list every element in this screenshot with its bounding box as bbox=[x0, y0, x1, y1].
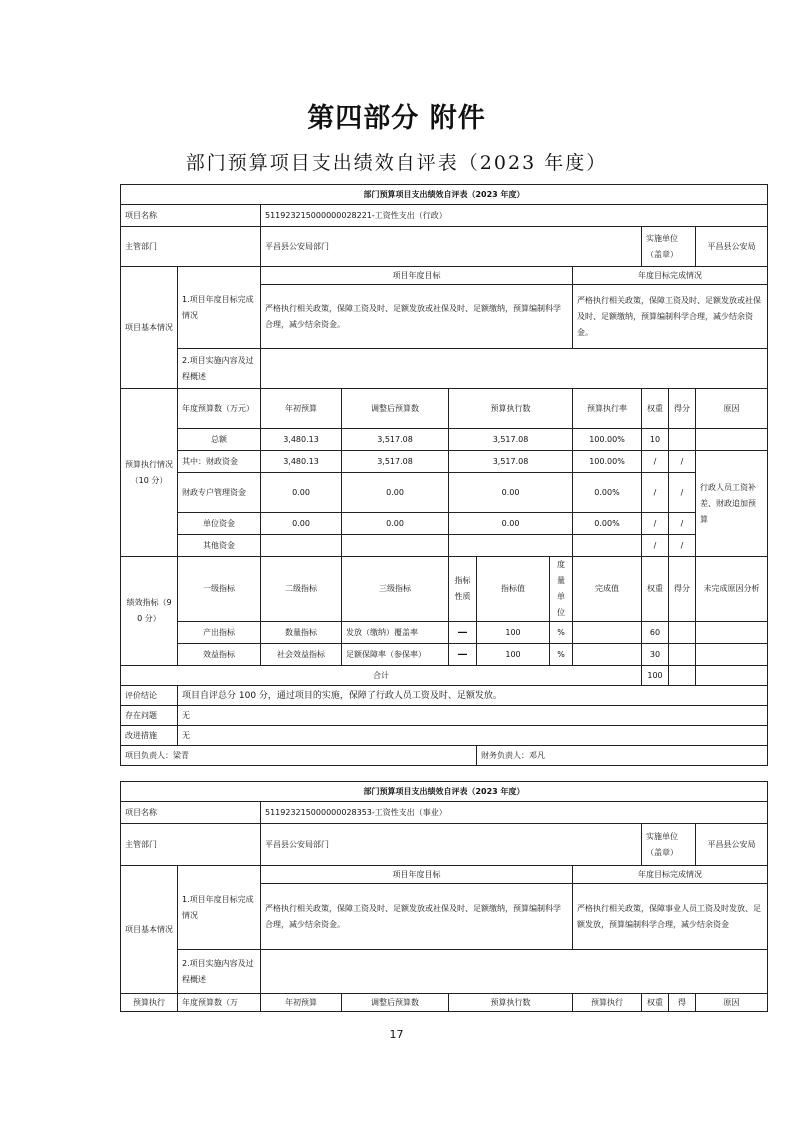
budget-row-initial: 0.00 bbox=[261, 473, 342, 513]
conclusion-label: 评价结论 bbox=[121, 686, 178, 706]
budget-row-total bbox=[121, 429, 768, 451]
budget-row-adjusted: 0.00 bbox=[342, 473, 449, 513]
perf-header-value: 指标值 bbox=[477, 557, 550, 622]
budget-row-weight: / bbox=[642, 473, 669, 513]
budget-row-reason-blank bbox=[696, 429, 768, 451]
budget-header-adjusted: 调整后预算数 bbox=[342, 994, 449, 1012]
perf-header-score: 得分 bbox=[669, 557, 696, 622]
perf-l2: 数量指标 bbox=[261, 622, 342, 644]
table-header: 部门预算项目支出绩效自评表（2023 年度） bbox=[121, 782, 768, 802]
perf-l2: 社会效益指标 bbox=[261, 644, 342, 666]
perf-value: 100 bbox=[477, 644, 550, 666]
finance-leader: 财务负责人：邓凡 bbox=[477, 746, 768, 766]
budget-row-weight: / bbox=[642, 535, 669, 557]
budget-header-rate: 预算执行率 bbox=[573, 389, 642, 429]
item2-label: 2.项目实施内容及过程概述 bbox=[178, 950, 261, 994]
project-name-value: 511923215000000028221-工资性支出（行政） bbox=[261, 205, 768, 227]
annual-goal-header: 项目年度目标 bbox=[261, 267, 573, 285]
budget-row-executed bbox=[449, 535, 573, 557]
basic-info-label: 项目基本情况 bbox=[121, 267, 178, 389]
page-number: 17 bbox=[389, 1028, 404, 1041]
issues-label: 存在问题 bbox=[121, 706, 178, 726]
perf-weight: 60 bbox=[642, 622, 669, 644]
budget-header-weight: 权重 bbox=[642, 389, 669, 429]
annual-goal-header: 项目年度目标 bbox=[261, 866, 573, 884]
perf-header-l3: 三级指标 bbox=[342, 557, 449, 622]
perf-row-benefit bbox=[121, 644, 768, 666]
budget-row-adjusted: 3,517.08 bbox=[342, 429, 449, 451]
budget-row-adjusted: 3,517.08 bbox=[342, 451, 449, 473]
budget-header-rate: 预算执行 bbox=[573, 994, 642, 1012]
goal-done-header: 年度目标完成情况 bbox=[573, 267, 768, 285]
perf-l3: 足额保障率（参保率） bbox=[342, 644, 449, 666]
budget-header-score: 得分 bbox=[669, 389, 696, 429]
budget-row-executed: 0.00 bbox=[449, 473, 573, 513]
budget-row-rate: 100.00% bbox=[573, 451, 642, 473]
measures-value: 无 bbox=[178, 726, 768, 746]
budget-header-annual: 年度预算数（万元） bbox=[178, 389, 261, 429]
project-name-label: 项目名称 bbox=[121, 205, 261, 227]
basic-info-label: 项目基本情况 bbox=[121, 866, 178, 994]
perf-score bbox=[669, 644, 696, 666]
project-name-value: 511923215000000028353-工资性支出（事业） bbox=[261, 802, 768, 824]
evaluation-table-1 bbox=[120, 184, 768, 766]
budget-row-score: / bbox=[669, 513, 696, 535]
item2-value bbox=[261, 349, 768, 389]
dept-value: 平昌县公安局部门 bbox=[261, 824, 642, 866]
budget-row-initial: 0.00 bbox=[261, 513, 342, 535]
budget-header-executed: 预算执行数 bbox=[449, 994, 573, 1012]
item2-label: 2.项目实施内容及过程概述 bbox=[178, 349, 261, 389]
perf-header-l2: 二级指标 bbox=[261, 557, 342, 622]
perf-reason bbox=[696, 644, 768, 666]
budget-row-weight: / bbox=[642, 513, 669, 535]
budget-row-initial: 3,480.13 bbox=[261, 451, 342, 473]
budget-row-unit bbox=[121, 513, 768, 535]
total-blank bbox=[696, 666, 768, 686]
budget-row-weight: 10 bbox=[642, 429, 669, 451]
item1-label: 1.项目年度目标完成情况 bbox=[178, 267, 261, 349]
perf-nature: — bbox=[449, 622, 477, 644]
project-leader: 项目负责人：梁青 bbox=[121, 746, 477, 766]
budget-header-reason: 原因 bbox=[696, 994, 768, 1012]
perf-row-output bbox=[121, 622, 768, 644]
impl-unit-label: 实施单位（盖章） bbox=[642, 824, 696, 866]
perf-unit: % bbox=[550, 622, 573, 644]
budget-row-executed: 0.00 bbox=[449, 513, 573, 535]
budget-header-initial: 年初预算 bbox=[261, 994, 342, 1012]
budget-header-weight: 权重 bbox=[642, 994, 669, 1012]
budget-row-executed: 3,517.08 bbox=[449, 451, 573, 473]
project-name-label: 项目名称 bbox=[121, 802, 261, 824]
budget-header-reason: 原因 bbox=[696, 389, 768, 429]
goal-done-header: 年度目标完成情况 bbox=[573, 866, 768, 884]
budget-row-score bbox=[669, 429, 696, 451]
budget-row-score: / bbox=[669, 451, 696, 473]
budget-row-other bbox=[121, 535, 768, 557]
budget-reason: 行政人员工资补差、财政追加预算 bbox=[696, 451, 768, 557]
total-label: 合计 bbox=[121, 666, 642, 686]
item1-done: 严格执行相关政策，保障工资及时、足额发放或社保及时、足额缴纳，预算编制科学合理，减少结余资金。 bbox=[573, 285, 768, 349]
total-score bbox=[669, 666, 696, 686]
budget-row-special bbox=[121, 473, 768, 513]
item2-value bbox=[261, 950, 768, 994]
budget-row-adjusted: 0.00 bbox=[342, 513, 449, 535]
measures-label: 改进措施 bbox=[121, 726, 178, 746]
perf-l1: 产出指标 bbox=[178, 622, 261, 644]
perf-value: 100 bbox=[477, 622, 550, 644]
impl-unit-value: 平昌县公安局 bbox=[696, 227, 768, 267]
budget-row-adjusted bbox=[342, 535, 449, 557]
budget-row-score: / bbox=[669, 473, 696, 513]
budget-row-initial: 3,480.13 bbox=[261, 429, 342, 451]
perf-header-done: 完成值 bbox=[573, 557, 642, 622]
budget-exec-label: 预算执行情况（10 分） bbox=[121, 389, 178, 557]
budget-row-rate: 0.00% bbox=[573, 473, 642, 513]
budget-exec-label: 预算执行 bbox=[121, 994, 178, 1012]
perf-header-reason: 未完成原因分析 bbox=[696, 557, 768, 622]
perf-nature: — bbox=[449, 644, 477, 666]
budget-header-score: 得 bbox=[669, 994, 696, 1012]
part-title: 第四部分 附件 bbox=[307, 103, 486, 134]
document-subtitle: 部门预算项目支出绩效自评表（2023 年度） bbox=[185, 152, 608, 174]
perf-done bbox=[573, 622, 642, 644]
impl-unit-value: 平昌县公安局 bbox=[696, 824, 768, 866]
budget-row-weight: / bbox=[642, 451, 669, 473]
item1-label: 1.项目年度目标完成情况 bbox=[178, 866, 261, 950]
total-weight: 100 bbox=[642, 666, 669, 686]
budget-row-label: 总额 bbox=[178, 429, 261, 451]
perf-reason bbox=[696, 622, 768, 644]
issues-value: 无 bbox=[178, 706, 768, 726]
budget-row-initial bbox=[261, 535, 342, 557]
budget-row-label: 其中：财政资金 bbox=[178, 451, 261, 473]
dept-label: 主管部门 bbox=[121, 824, 261, 866]
perf-header-l1: 一级指标 bbox=[178, 557, 261, 622]
budget-header-executed: 预算执行数 bbox=[449, 389, 573, 429]
budget-row-fiscal bbox=[121, 451, 768, 473]
perf-done bbox=[573, 644, 642, 666]
budget-header-adjusted: 调整后预算数 bbox=[342, 389, 449, 429]
perf-header-nature: 指标性质 bbox=[449, 557, 477, 622]
budget-header-annual: 年度预算数（万 bbox=[178, 994, 261, 1012]
budget-row-label: 其他资金 bbox=[178, 535, 261, 557]
perf-weight: 30 bbox=[642, 644, 669, 666]
conclusion-value: 项目自评总分 100 分，通过项目的实施，保障了行政人员工资及时、足额发放。 bbox=[178, 686, 768, 706]
perf-unit: % bbox=[550, 644, 573, 666]
impl-unit-label: 实施单位（盖章） bbox=[642, 227, 696, 267]
table-header: 部门预算项目支出绩效自评表（2023 年度） bbox=[121, 185, 768, 205]
budget-header-initial: 年初预算 bbox=[261, 389, 342, 429]
evaluation-table-2 bbox=[120, 781, 768, 1012]
item1-done: 严格执行相关政策，保障事业人员工资及时发放、足额发放，预算编制科学合理，减少结余资金 bbox=[573, 884, 768, 950]
budget-row-score: / bbox=[669, 535, 696, 557]
budget-row-rate: 0.00% bbox=[573, 513, 642, 535]
perf-score bbox=[669, 622, 696, 644]
budget-row-label: 财政专户管理资金 bbox=[178, 473, 261, 513]
perf-l3: 发放（缴纳）覆盖率 bbox=[342, 622, 449, 644]
budget-row-label: 单位资金 bbox=[178, 513, 261, 535]
dept-label: 主管部门 bbox=[121, 227, 261, 267]
item1-goal: 严格执行相关政策，保障工资及时、足额发放或社保及时、足额缴纳，预算编制科学合理，减少结余资金。 bbox=[261, 285, 573, 349]
item1-goal: 严格执行相关政策，保障工资及时、足额发放或社保及时、足额缴纳，预算编制科学合理，减少结余资金。 bbox=[261, 884, 573, 950]
budget-row-rate bbox=[573, 535, 642, 557]
perf-header-unit: 度量单位 bbox=[550, 557, 573, 622]
perf-header-weight: 权重 bbox=[642, 557, 669, 622]
perf-indicator-label: 绩效指标（90 分） bbox=[121, 557, 178, 666]
budget-row-executed: 3,517.08 bbox=[449, 429, 573, 451]
perf-l1: 效益指标 bbox=[178, 644, 261, 666]
budget-row-rate: 100.00% bbox=[573, 429, 642, 451]
dept-value: 平昌县公安局部门 bbox=[261, 227, 642, 267]
